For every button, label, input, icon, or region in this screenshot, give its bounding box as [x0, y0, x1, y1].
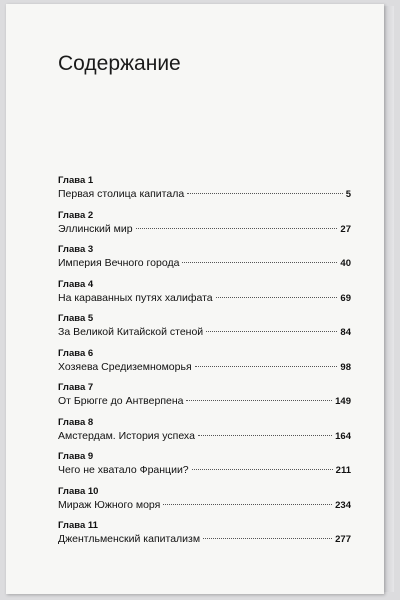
toc-entry[interactable] — [58, 243, 351, 278]
dot-leader — [186, 400, 332, 401]
chapter-number: Глава 8 — [58, 416, 94, 428]
chapter-title: Эллинский мир — [58, 222, 133, 235]
chapter-title: Джентльменский капитализм — [58, 533, 201, 545]
dot-leader — [216, 297, 338, 298]
chapter-number: Глава 5 — [58, 313, 94, 324]
toc-entry[interactable] — [58, 450, 351, 485]
dot-leader — [136, 228, 338, 229]
dot-leader — [182, 262, 337, 263]
page-number: 234 — [335, 499, 351, 511]
toc-entry[interactable] — [58, 381, 351, 416]
page-number: 277 — [335, 534, 351, 545]
chapter-number: Глава 1 — [58, 175, 94, 186]
chapter-number: Глава 6 — [58, 347, 94, 359]
page-number: 164 — [335, 430, 351, 442]
chapter-number: Глава 9 — [58, 451, 94, 462]
chapter-title: Мираж Южного моря — [58, 498, 161, 511]
page-number: 27 — [340, 223, 351, 235]
toc-entry[interactable] — [58, 416, 351, 451]
dot-leader — [195, 366, 338, 367]
chapter-title: Первая столица капитала — [58, 188, 185, 200]
page-number: 5 — [345, 189, 351, 200]
dot-leader — [203, 538, 332, 539]
page-edge — [384, 6, 394, 592]
chapter-title: Амстердам. История успеха — [58, 429, 195, 442]
toc-entry[interactable] — [58, 174, 351, 209]
table-of-contents — [58, 174, 351, 554]
toc-entry[interactable] — [58, 519, 351, 554]
chapter-number: Глава 7 — [58, 382, 94, 393]
page-title: Содержание — [58, 52, 181, 75]
chapter-number: Глава 2 — [58, 209, 94, 221]
page-number: 40 — [340, 258, 351, 269]
dot-leader — [198, 435, 332, 436]
dot-leader — [163, 504, 332, 505]
chapter-title: От Брюгге до Антверпена — [58, 395, 184, 407]
chapter-number: Глава 3 — [58, 244, 94, 255]
chapter-title: Хозяева Средиземноморья — [58, 360, 192, 373]
page-number: 211 — [335, 465, 351, 476]
page-number: 98 — [340, 361, 351, 373]
chapter-number: Глава 4 — [58, 278, 94, 290]
dot-leader — [187, 193, 343, 194]
page-number: 69 — [340, 292, 351, 304]
chapter-number: Глава 10 — [58, 485, 99, 497]
dot-leader — [206, 331, 337, 332]
dot-leader — [192, 469, 333, 470]
page-number: 84 — [340, 327, 351, 338]
chapter-number: Глава 11 — [58, 520, 98, 531]
toc-entry[interactable] — [58, 278, 351, 313]
toc-entry[interactable] — [58, 209, 351, 244]
toc-entry[interactable] — [58, 312, 351, 347]
chapter-title: Империя Вечного города — [58, 257, 180, 269]
chapter-title: Чего не хватало Франции? — [58, 464, 189, 476]
chapter-title: На караванных путях халифата — [58, 291, 213, 304]
chapter-title: За Великой Китайской стеной — [58, 326, 204, 338]
book-page — [6, 4, 384, 594]
page-number: 149 — [335, 396, 351, 407]
toc-entry[interactable] — [58, 347, 351, 382]
toc-entry[interactable] — [58, 485, 351, 520]
